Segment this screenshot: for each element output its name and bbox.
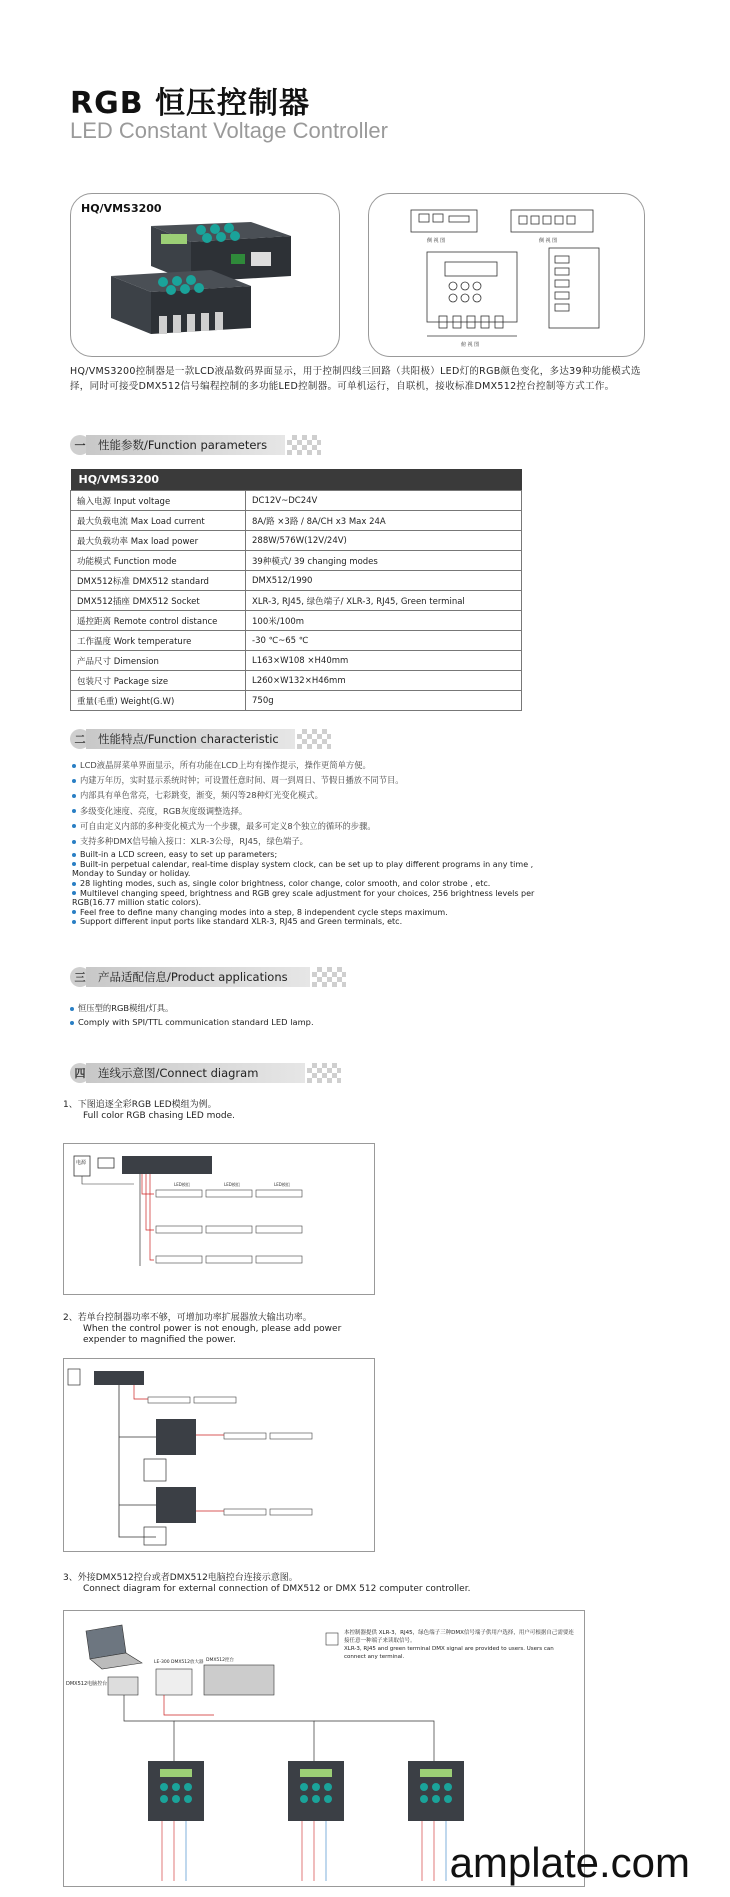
section-title: 连线示意图/Connect diagram	[86, 1063, 305, 1083]
note-en: XLR-3, RJ45 and green terminal DMX signal are provided to users. Users can connect any terminal.	[344, 1646, 554, 1660]
table-row: 遥控距离 Remote control distance 100米/100m	[71, 611, 522, 631]
list-item: 28 lighting modes, such as, single color brightness, color change, color smooth, and color strobe , etc.	[72, 879, 552, 889]
diagram-3-caption: 3、外接DMX512控台或者DMX512电脑控台连接示意图。 Connect diagram for external connection of DMX512 or DMX 512 computer controller.	[63, 1573, 471, 1594]
drawing-label: 侧 视 图	[427, 238, 446, 244]
technical-drawing-card	[368, 193, 645, 357]
list-item: 支持多种DMX信号输入接口：XLR-3公母，RJ45，绿色端子。	[72, 836, 552, 847]
features-list	[72, 760, 552, 927]
bullet-icon	[72, 920, 76, 924]
parameters-table	[70, 469, 522, 711]
bullet-icon	[72, 764, 76, 768]
list-item: 内部具有单色常亮，七彩跳变，渐变，频闪等28种灯光变化模式。	[72, 790, 552, 801]
bullet-icon	[70, 1007, 74, 1011]
page-subtitle: LED Constant Voltage Controller	[70, 118, 388, 143]
page-title: RGB 恒压控制器	[70, 86, 311, 121]
section-header-applications	[70, 967, 346, 987]
bullet-icon	[72, 779, 76, 783]
table-row: 输入电源 Input voltage DC12V~DC24V	[71, 491, 522, 511]
section-number: 二	[70, 729, 90, 749]
module-label: LED模组	[274, 1182, 290, 1187]
table-row: DMX512标准 DMX512 standard DMX512/1990	[71, 571, 522, 591]
bullet-icon	[72, 891, 76, 895]
technical-drawing	[409, 204, 619, 349]
section-number: 四	[70, 1063, 90, 1083]
section-header-characteristics	[70, 729, 331, 749]
table-row: 包装尺寸 Package size L260×W132×H46mm	[71, 671, 522, 691]
module-label: LED模组	[174, 1182, 190, 1187]
table-row: 最大负载电流 Max Load current 8A/路 ×3路 / 8A/CH x3 Max 24A	[71, 511, 522, 531]
dmx-console-label: DMX512电脑控台	[66, 1681, 108, 1687]
section-header-diagram	[70, 1063, 341, 1083]
checker-decoration	[312, 967, 346, 987]
console-label: DMX512控台	[206, 1658, 235, 1663]
list-item: 内建万年历，实时显示系统时钟；可设置任意时间、周一到周日、节假日播放不同节目。	[72, 775, 552, 786]
bullet-icon	[72, 840, 76, 844]
table-row: 重量(毛重) Weight(G.W) 750g	[71, 691, 522, 711]
table-row: 工作温度 Work temperature -30 ℃~65 ℃	[71, 631, 522, 651]
section-title: 性能参数/Function parameters	[86, 435, 285, 455]
list-item: Support different input ports like standard XLR-3, RJ45 and Green terminals, etc.	[72, 917, 552, 927]
diagram-2-caption: 2、若单台控制器功率不够，可增加功率扩展器放大输出功率。 When the control power is not enough, please add power expender to magnified the power.	[63, 1313, 342, 1345]
note-cn: 本控制器提供 XLR-3，RJ45，绿色端子三种DMX信号端子供用户选择，用户可根据自己需要连接任意一种端子来读取信号。	[344, 1630, 574, 1644]
bullet-icon	[72, 853, 76, 857]
checker-decoration	[287, 435, 321, 455]
drawing-label: 侧 视 图	[539, 238, 558, 244]
bullet-icon	[70, 1021, 74, 1025]
section-number: 一	[70, 435, 90, 455]
list-item: Multilevel changing speed, brightness and RGB grey scale adjustment for your choices, 256 brightness levels per RGB(16.77 million static colors).	[72, 888, 535, 908]
power-label: 电源	[76, 1160, 87, 1166]
table-row: DMX512插座 DMX512 Socket XLR-3, RJ45, 绿色端子/ XLR-3, RJ45, Green terminal	[71, 591, 522, 611]
product-photo	[101, 216, 321, 352]
diagram-2-figure	[64, 1359, 374, 1551]
product-photo-card	[70, 193, 340, 357]
section-number: 三	[70, 967, 90, 987]
list-item: Built-in perpetual calendar, real-time display system clock, can be set up to play different programs in any time , Monday to Sunday or holiday.	[72, 859, 534, 879]
checker-decoration	[297, 729, 331, 749]
bullet-icon	[72, 809, 76, 813]
model-label: HQ/VMS3200	[81, 202, 162, 215]
bullet-icon	[72, 862, 76, 866]
table-row: 功能模式 Function mode 39种模式/ 39 changing modes	[71, 551, 522, 571]
applications-list	[70, 1003, 520, 1028]
intro-paragraph: HQ/VMS3200控制器是一款LCD液晶数码界面显示，用于控制四线三回路（共阳极）LED灯的RGB颜色变化，多达39种功能模式选择，同时可接受DMX512信号编程控制的多功能LED控制器。可单机运行，自联机，接收标准DMX512控台控制等方式工作。	[70, 366, 641, 392]
diagram-1	[63, 1143, 375, 1295]
drawing-label: 俯 视 图	[461, 342, 480, 348]
watermark-text: amplate.com	[449, 1839, 690, 1886]
table-row: 产品尺寸 Dimension L163×W108 ×H40mm	[71, 651, 522, 671]
list-item: 多级变化速度、亮度，RGB灰度级调整选择。	[72, 806, 552, 817]
diagram-1-caption: 1、下图追逐全彩RGB LED模组为例。 Full color RGB chasing LED mode.	[63, 1100, 236, 1121]
table-header: HQ/VMS3200	[71, 469, 522, 491]
diagram-1-figure	[64, 1144, 374, 1294]
list-item: Comply with SPI/TTL communication standard LED lamp.	[70, 1017, 520, 1028]
list-item: 可自由定义内部的多种变化模式为一个步骤，最多可定义8个独立的循环的步骤。	[72, 821, 552, 832]
bullet-icon	[72, 794, 76, 798]
bullet-icon	[72, 882, 76, 886]
module-label: LED模组	[224, 1182, 240, 1187]
section-title: 性能特点/Function characteristic	[86, 729, 295, 749]
list-item: Feel free to define many changing modes into a step, 8 independent cycle steps maximum.	[72, 908, 552, 918]
diagram-2	[63, 1358, 375, 1552]
list-item: Built-in a LCD screen, easy to set up parameters;	[72, 850, 552, 860]
bullet-icon	[72, 824, 76, 828]
list-item: LCD液晶屏菜单界面显示，所有功能在LCD上均有操作提示，操作更简单方便。	[72, 760, 552, 771]
section-header-parameters	[70, 435, 321, 455]
features-en	[72, 850, 552, 927]
amp-label: LE-300 DMX512放大器	[154, 1660, 204, 1665]
section-title: 产品适配信息/Product applications	[86, 967, 310, 987]
checker-decoration	[307, 1063, 341, 1083]
bullet-icon	[72, 910, 76, 914]
table-row: 最大负载功率 Max load power 288W/576W(12V/24V)	[71, 531, 522, 551]
list-item: 恒压型的RGB模组/灯具。	[70, 1003, 520, 1014]
